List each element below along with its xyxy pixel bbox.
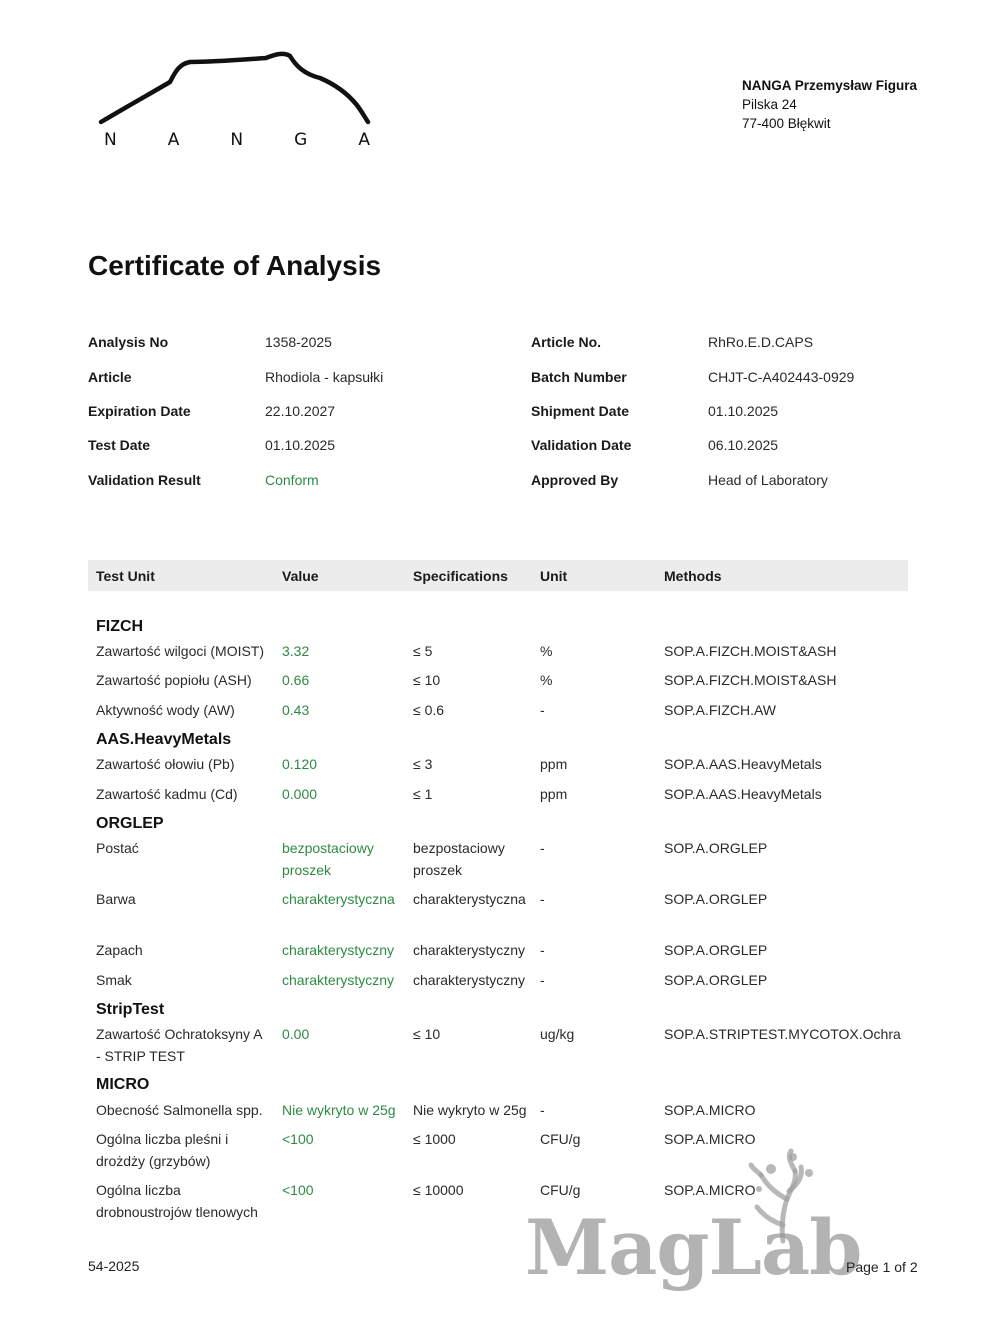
cell-unit: ppm <box>540 786 568 802</box>
cell-method: SOP.A.ORGLEP <box>664 891 768 907</box>
cell-method: SOP.A.ORGLEP <box>664 972 768 988</box>
cell-spec: ≤ 3 <box>413 756 433 772</box>
cell-test-unit: Zawartość kadmu (Cd) <box>96 786 238 802</box>
info-label: Expiration Date <box>88 402 191 419</box>
cell-spec: ≤ 10 <box>413 1026 441 1042</box>
info-label: Shipment Date <box>531 402 630 419</box>
info-label: Validation Date <box>531 437 632 454</box>
cell-method: SOP.A.FIZCH.MOIST&ASH <box>664 672 837 688</box>
info-row <box>531 325 854 359</box>
maglab-tree-icon <box>525 1145 865 1305</box>
cell-test-unit: Zapach <box>96 942 143 958</box>
logo-letter: A <box>358 130 370 150</box>
address-street: Pilska 24 <box>742 97 797 112</box>
cell-value: 0.66 <box>282 672 310 688</box>
info-value: CHJT-C-A402443-0929 <box>708 368 855 385</box>
cell-value: 0.120 <box>282 756 318 772</box>
document-number: 54-2025 <box>88 1258 140 1274</box>
cell-value: 0.000 <box>282 786 318 802</box>
info-row <box>88 359 383 393</box>
cell-spec: bezpostaciowy proszek <box>413 840 505 878</box>
cell-test-unit: Postać <box>96 840 139 856</box>
cell-value: bezpostaciowy proszek <box>282 840 374 878</box>
cell-unit: ug/kg <box>540 1026 575 1042</box>
results-table <box>88 560 908 1220</box>
cell-method: SOP.A.AAS.HeavyMetals <box>664 786 822 802</box>
cell-value: 0.00 <box>282 1026 310 1042</box>
header-unit: Unit <box>540 568 568 584</box>
cell-unit: - <box>540 942 545 958</box>
info-label: Approved By <box>531 471 619 488</box>
cell-spec: charakterystyczna <box>413 891 526 907</box>
logo-wordmark <box>104 130 370 150</box>
cell-value: 3.32 <box>282 643 310 659</box>
cell-spec: Nie wykryto w 25g <box>413 1102 527 1118</box>
cell-spec: ≤ 0.6 <box>413 702 445 718</box>
cell-test-unit: Smak <box>96 972 132 988</box>
cell-spec: charakterystyczny <box>413 942 526 958</box>
cell-method: SOP.A.FIZCH.MOIST&ASH <box>664 643 837 659</box>
info-value: 06.10.2025 <box>708 437 779 454</box>
page-number: Page 1 of 2 <box>846 1259 918 1275</box>
group-title: MICRO <box>96 1076 150 1093</box>
header-value: Value <box>282 568 319 584</box>
cell-method: SOP.A.ORGLEP <box>664 840 768 856</box>
cell-test-unit: Ogólna liczba pleśni i drożdży (grzybów) <box>96 1131 229 1169</box>
cell-unit: - <box>540 702 545 718</box>
info-value: RhRo.E.D.CAPS <box>708 334 814 351</box>
logo-letter: N <box>230 130 244 150</box>
cell-test-unit: Zawartość ołowiu (Pb) <box>96 756 235 772</box>
cell-method: SOP.A.ORGLEP <box>664 942 768 958</box>
cell-unit: % <box>540 643 553 659</box>
group-title: FIZCH <box>96 618 144 635</box>
maglab-watermark <box>525 1145 865 1305</box>
cell-spec: ≤ 10 <box>413 672 441 688</box>
cell-test-unit: Ogólna liczba drobnoustrojów tlenowych <box>96 1182 258 1220</box>
info-label: Article <box>88 368 132 385</box>
info-label: Batch Number <box>531 368 627 385</box>
cell-spec: ≤ 1 <box>413 786 433 802</box>
cell-test-unit: Zawartość popiołu (ASH) <box>96 672 252 688</box>
cell-value: charakterystyczna <box>282 891 395 907</box>
cell-test-unit: Zawartość wilgoci (MOIST) <box>96 643 265 659</box>
cell-method: SOP.A.FIZCH.AW <box>664 702 777 718</box>
info-row <box>531 359 854 393</box>
table-header <box>88 560 908 591</box>
cell-method: SOP.A.MICRO <box>664 1182 756 1198</box>
header-specifications: Specifications <box>413 568 508 584</box>
logo-letter: A <box>167 130 180 150</box>
info-row <box>88 463 383 497</box>
cell-unit: - <box>540 972 545 988</box>
cell-value: <100 <box>282 1182 314 1198</box>
cell-value: <100 <box>282 1131 314 1147</box>
company-name: NANGA Przemysław Figura <box>742 78 918 93</box>
cell-test-unit: Zawartość Ochratoksyny A - STRIP TEST <box>96 1026 262 1064</box>
validation-result-value: Conform <box>265 471 319 488</box>
info-block-left <box>88 325 383 497</box>
info-label: Analysis No <box>88 334 169 351</box>
mountain-logo-icon <box>98 48 373 128</box>
logo-letter: N <box>104 130 117 150</box>
cell-test-unit: Obecność Salmonella spp. <box>96 1102 263 1118</box>
maglab-wordmark: MagLab <box>525 1203 862 1292</box>
cell-method: SOP.A.MICRO <box>664 1102 756 1118</box>
cell-value: Nie wykryto w 25g <box>282 1102 396 1118</box>
info-value: 1358-2025 <box>265 334 332 351</box>
cell-unit: - <box>540 891 545 907</box>
cell-spec: ≤ 5 <box>413 643 433 659</box>
header-test-unit: Test Unit <box>96 568 155 584</box>
cell-unit: CFU/g <box>540 1182 581 1198</box>
cell-unit: - <box>540 1102 545 1118</box>
logo-letter: G <box>294 130 308 150</box>
nanga-logo <box>98 48 373 158</box>
page-title: Certificate of Analysis <box>88 250 382 281</box>
info-value: 01.10.2025 <box>265 437 336 454</box>
info-value: 22.10.2027 <box>265 402 336 419</box>
cell-value: charakterystyczny <box>282 972 395 988</box>
info-row <box>531 394 854 428</box>
cell-unit: % <box>540 672 553 688</box>
info-label: Validation Result <box>88 471 201 488</box>
cell-unit: ppm <box>540 756 568 772</box>
header-methods: Methods <box>664 568 722 584</box>
info-row <box>88 428 383 462</box>
cell-value: charakterystyczny <box>282 942 395 958</box>
group-title: AAS.HeavyMetals <box>96 731 232 748</box>
group-title: ORGLEP <box>96 815 164 832</box>
info-row <box>88 325 383 359</box>
cell-unit: CFU/g <box>540 1131 581 1147</box>
cell-test-unit: Barwa <box>96 891 136 907</box>
info-value: Rhodiola - kapsułki <box>265 368 384 385</box>
cell-spec: ≤ 1000 <box>413 1131 456 1147</box>
cell-method: SOP.A.AAS.HeavyMetals <box>664 756 822 772</box>
info-row <box>531 428 854 462</box>
info-label: Article No. <box>531 334 602 351</box>
cell-spec: charakterystyczny <box>413 972 526 988</box>
info-row <box>531 463 854 497</box>
info-value: 01.10.2025 <box>708 402 779 419</box>
company-address <box>742 76 917 133</box>
info-row <box>88 394 383 428</box>
group-title: StripTest <box>96 1001 165 1018</box>
cell-spec: ≤ 10000 <box>413 1182 464 1198</box>
info-value: Head of Laboratory <box>708 471 828 488</box>
cell-unit: - <box>540 840 545 856</box>
cell-test-unit: Aktywność wody (AW) <box>96 702 235 718</box>
cell-method: SOP.A.STRIPTEST.MYCOTOX.Ochra <box>664 1026 901 1042</box>
address-city: 77-400 Błękwit <box>742 116 831 131</box>
info-block-right <box>531 325 854 497</box>
cell-method: SOP.A.MICRO <box>664 1131 756 1147</box>
info-label: Test Date <box>88 437 150 454</box>
cell-value: 0.43 <box>282 702 310 718</box>
